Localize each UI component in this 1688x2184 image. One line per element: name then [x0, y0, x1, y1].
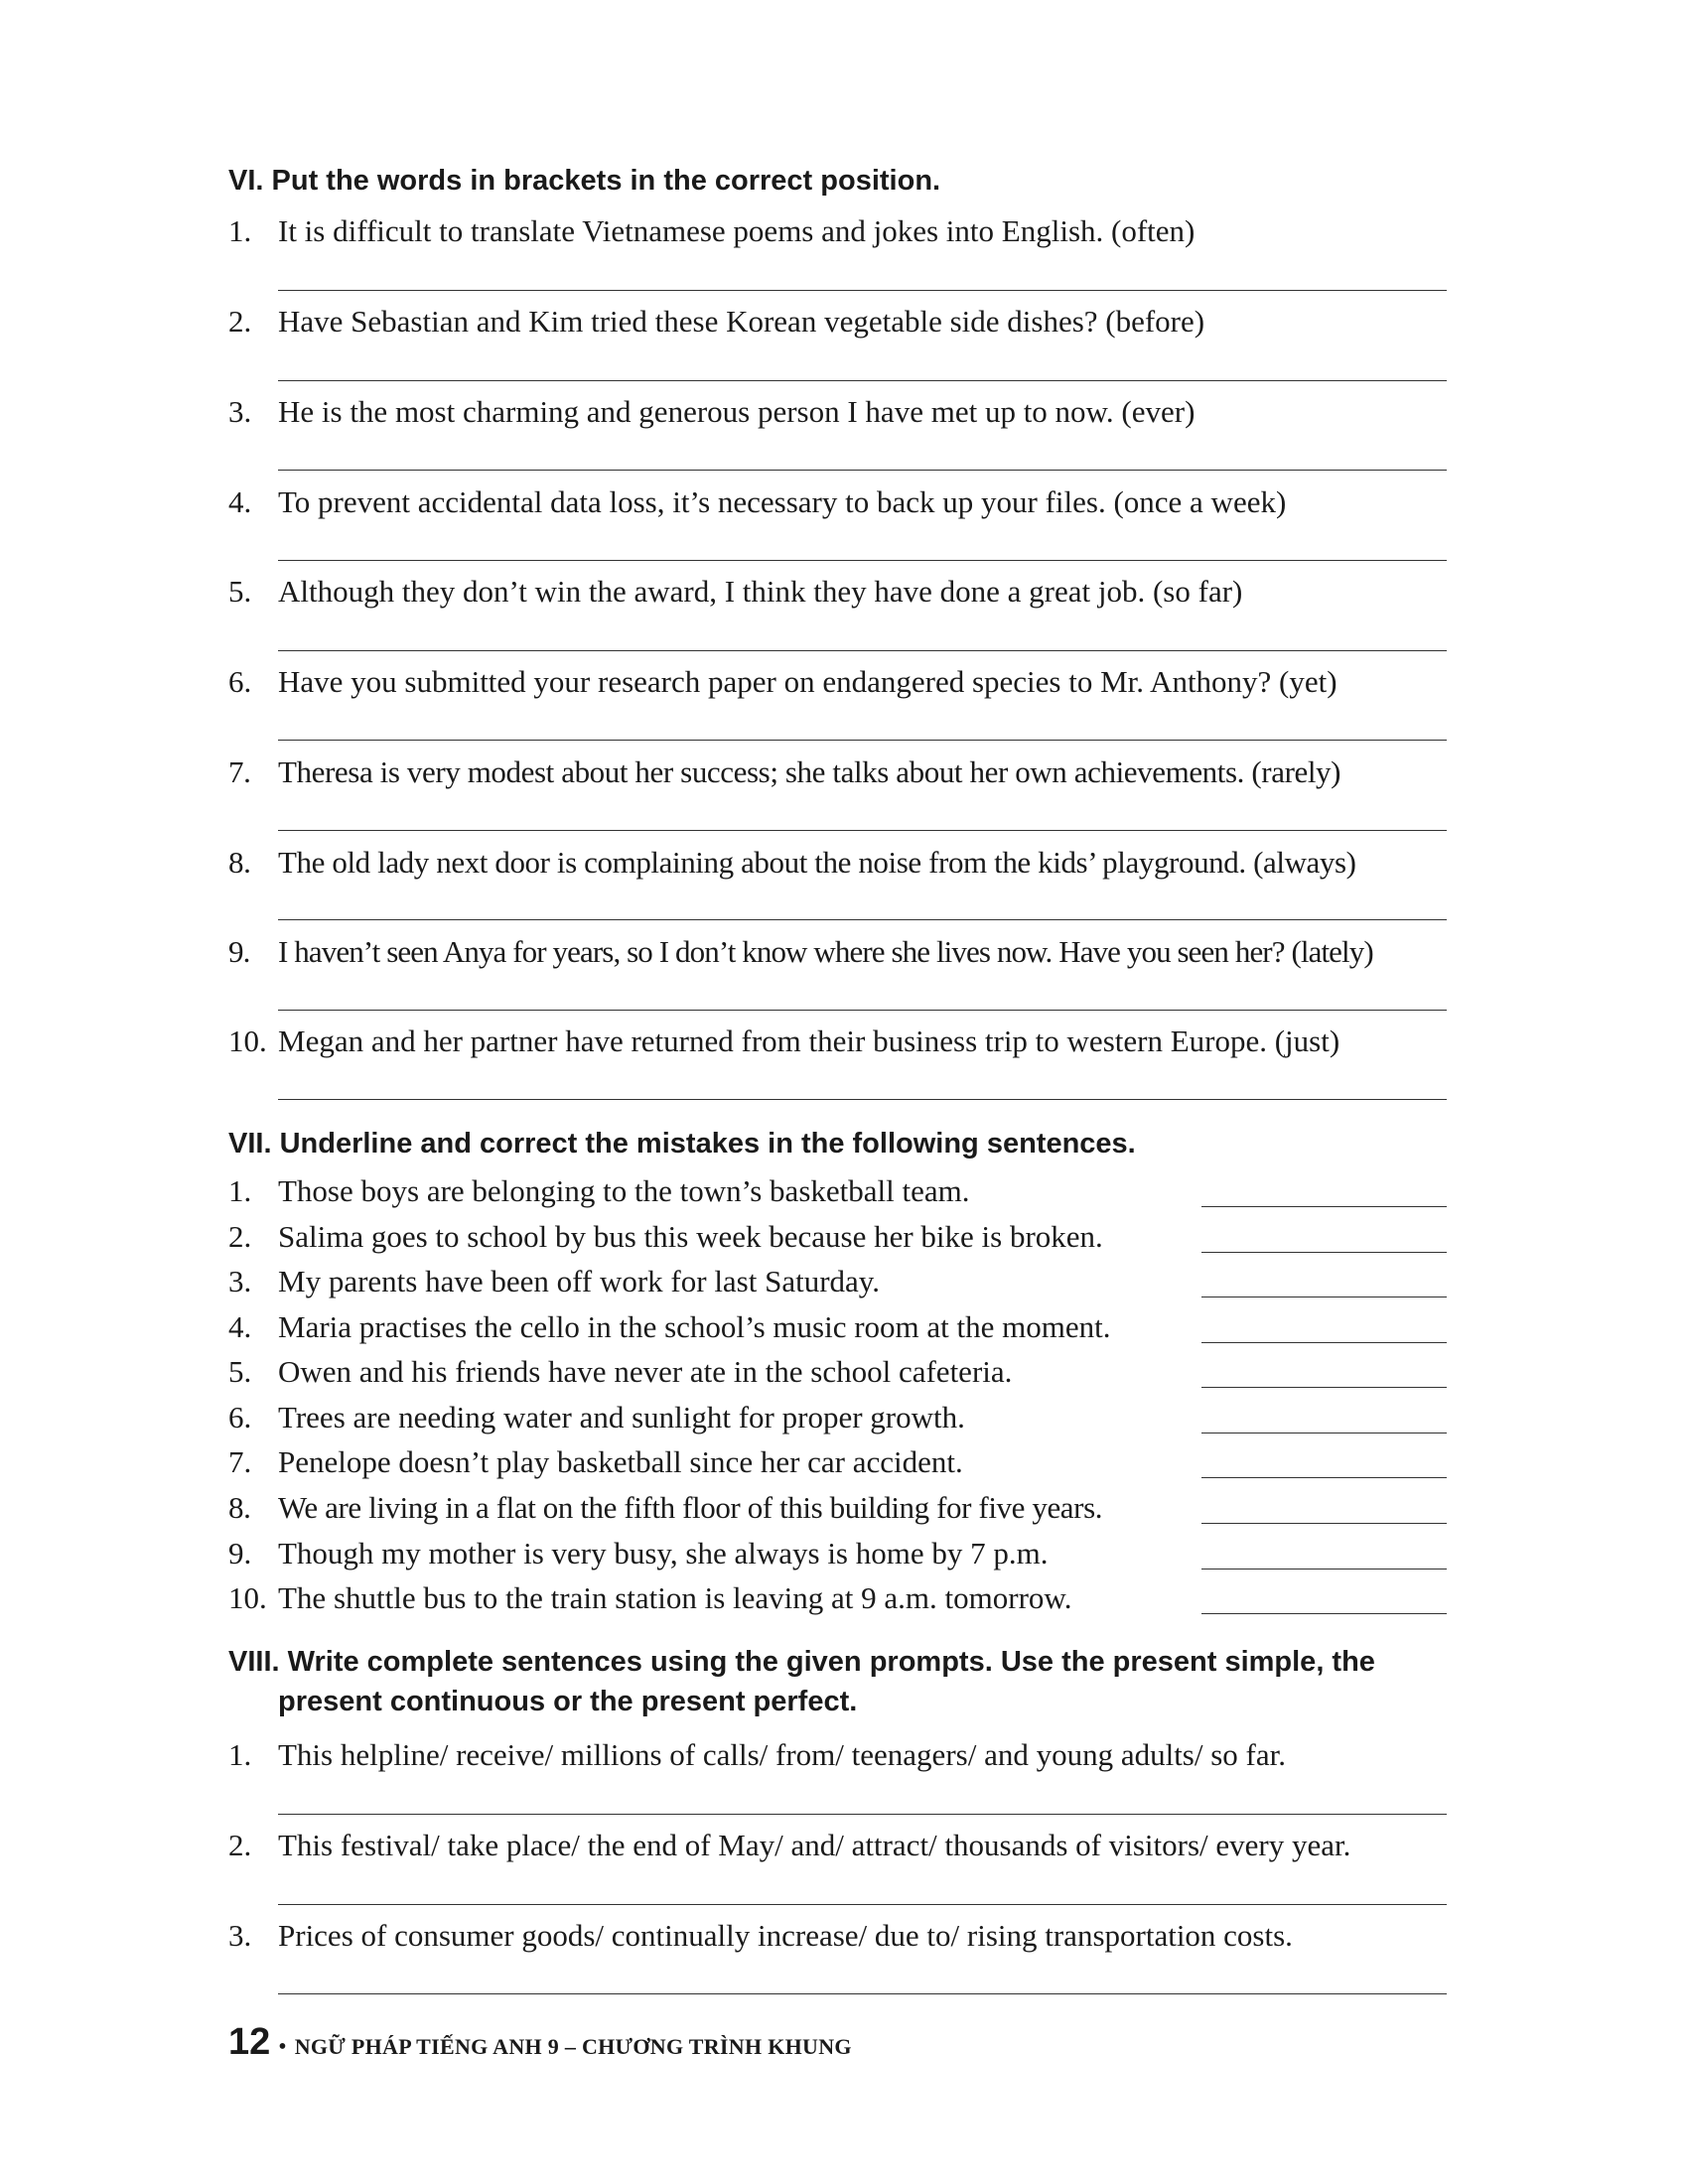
section-8-instruction-line-1: Write complete sentences using the given prompts. Use the present simple, the [287, 1646, 1375, 1678]
exercise-7-item-4 [228, 1307, 1450, 1347]
section-7-number: VII. [228, 1128, 272, 1160]
item-sentence: Megan and her partner have returned from their business trip to western Europe. (just) [278, 1024, 1340, 1058]
correction-blank[interactable] [1201, 1206, 1447, 1207]
item-sentence: Although they don’t win the award, I think they have done a great job. (so far) [278, 574, 1243, 609]
item-number: 4. [228, 484, 252, 519]
section-6-number: VI. [228, 165, 264, 197]
item-number: 1. [228, 1173, 252, 1208]
item-number: 9. [228, 934, 250, 969]
item-number: 3. [228, 1918, 252, 1953]
item-number: 8. [228, 1490, 251, 1525]
exercise-7-item-5 [228, 1352, 1450, 1392]
item-number: 2. [228, 1828, 252, 1862]
item-number: 6. [228, 1400, 252, 1434]
exercise-7-item-9 [228, 1534, 1450, 1573]
item-sentence: Though my mother is very busy, she always is home by 7 p.m. [278, 1536, 1049, 1570]
exercise-6-item-9 [228, 932, 1450, 972]
item-number: 9. [228, 1536, 252, 1570]
exercise-6-item-2 [228, 302, 1450, 341]
answer-line[interactable] [278, 290, 1447, 291]
section-8-number: VIII. [228, 1646, 280, 1678]
section-6-heading [228, 161, 940, 201]
item-sentence: This helpline/ receive/ millions of calls/ from/ teenagers/ and young adults/ so far. [278, 1737, 1286, 1772]
item-number: 1. [228, 213, 252, 248]
correction-blank[interactable] [1201, 1477, 1447, 1478]
bullet-separator: • [278, 2034, 287, 2060]
exercise-7-item-3 [228, 1262, 1450, 1301]
exercise-6-item-3 [228, 392, 1450, 432]
correction-blank[interactable] [1201, 1523, 1447, 1524]
exercise-6-item-6 [228, 662, 1450, 702]
section-8-instruction-line-2: present continuous or the present perfect. [278, 1686, 858, 1717]
correction-blank[interactable] [1201, 1387, 1447, 1388]
answer-line[interactable] [278, 830, 1447, 831]
exercise-7-item-7 [228, 1442, 1450, 1482]
correction-blank[interactable] [1201, 1342, 1447, 1343]
item-sentence: Maria practises the cello in the school’s music room at the moment. [278, 1309, 1111, 1344]
answer-line[interactable] [278, 650, 1447, 651]
correction-blank[interactable] [1201, 1252, 1447, 1253]
exercise-6-item-10 [228, 1022, 1450, 1061]
correction-blank[interactable] [1201, 1613, 1447, 1614]
item-sentence: The old lady next door is complaining about the noise from the kids’ playground. (always) [278, 845, 1356, 880]
answer-line[interactable] [278, 1099, 1447, 1100]
exercise-6-item-4 [228, 482, 1450, 522]
exercise-7-item-8 [228, 1488, 1450, 1528]
correction-blank[interactable] [1201, 1569, 1447, 1570]
item-number: 10. [228, 1580, 267, 1615]
item-number: 5. [228, 574, 252, 609]
item-sentence: Have Sebastian and Kim tried these Korean vegetable side dishes? (before) [278, 304, 1205, 339]
item-sentence: We are living in a flat on the fifth floor of this building for five years. [278, 1490, 1103, 1525]
page-footer [228, 2017, 852, 2067]
item-sentence: Penelope doesn’t play basketball since her car accident. [278, 1444, 963, 1479]
item-sentence: Those boys are belonging to the town’s basketball team. [278, 1173, 970, 1208]
exercise-7-item-1 [228, 1171, 1450, 1211]
exercise-6-item-5 [228, 572, 1450, 612]
item-sentence: Owen and his friends have never ate in the school cafeteria. [278, 1354, 1013, 1389]
exercise-6-item-1 [228, 211, 1450, 251]
answer-line[interactable] [278, 1904, 1447, 1905]
section-6-instruction: Put the words in brackets in the correct position. [271, 165, 941, 197]
item-sentence: I haven’t seen Anya for years, so I don’t know where she lives now. Have you seen her? (lately) [278, 934, 1373, 969]
exercise-8-item-2 [228, 1826, 1450, 1865]
section-8-heading [228, 1642, 1445, 1721]
item-sentence: Have you submitted your research paper on endangered species to Mr. Anthony? (yet) [278, 664, 1337, 699]
answer-line[interactable] [278, 740, 1447, 741]
item-sentence: Salima goes to school by bus this week because her bike is broken. [278, 1219, 1103, 1254]
exercise-7-item-10 [228, 1578, 1450, 1618]
item-sentence: The shuttle bus to the train station is leaving at 9 a.m. tomorrow. [278, 1580, 1072, 1615]
page-number: 12 [228, 2021, 271, 2063]
item-number: 1. [228, 1737, 252, 1772]
answer-line[interactable] [278, 1993, 1447, 1994]
item-sentence: My parents have been off work for last Saturday. [278, 1264, 881, 1298]
item-sentence: This festival/ take place/ the end of May/ and/ attract/ thousands of visitors/ every year. [278, 1828, 1351, 1862]
answer-line[interactable] [278, 1814, 1447, 1815]
item-number: 3. [228, 1264, 252, 1298]
answer-line[interactable] [278, 919, 1447, 920]
exercise-6-item-7 [228, 752, 1450, 792]
item-number: 7. [228, 1444, 252, 1479]
exercise-7-item-6 [228, 1398, 1450, 1437]
item-number: 10. [228, 1024, 267, 1058]
exercise-7-item-2 [228, 1217, 1450, 1257]
item-number: 2. [228, 304, 252, 339]
item-sentence: To prevent accidental data loss, it’s necessary to back up your files. (once a week) [278, 484, 1287, 519]
book-title: NGỮ PHÁP TIẾNG ANH 9 – CHƯƠNG TRÌNH KHUNG [294, 2034, 852, 2059]
item-number: 5. [228, 1354, 252, 1389]
item-sentence: Prices of consumer goods/ continually increase/ due to/ rising transportation costs. [278, 1918, 1293, 1953]
answer-line[interactable] [278, 560, 1447, 561]
item-number: 6. [228, 664, 252, 699]
answer-line[interactable] [278, 380, 1447, 381]
exercise-8-item-3 [228, 1916, 1450, 1956]
section-7-heading [228, 1124, 1136, 1163]
item-number: 2. [228, 1219, 252, 1254]
section-7-instruction: Underline and correct the mistakes in the following sentences. [279, 1128, 1136, 1160]
item-sentence: It is difficult to translate Vietnamese poems and jokes into English. (often) [278, 213, 1196, 248]
item-sentence: He is the most charming and generous person I have met up to now. (ever) [278, 394, 1196, 429]
item-sentence: Theresa is very modest about her success; she talks about her own achievements. (rarely) [278, 754, 1341, 789]
item-sentence: Trees are needing water and sunlight for proper growth. [278, 1400, 965, 1434]
answer-line[interactable] [278, 1010, 1447, 1011]
exercise-8-item-1 [228, 1735, 1450, 1775]
item-number: 7. [228, 754, 251, 789]
item-number: 8. [228, 845, 251, 880]
exercise-6-item-8 [228, 843, 1450, 883]
item-number: 3. [228, 394, 252, 429]
item-number: 4. [228, 1309, 252, 1344]
answer-line[interactable] [278, 470, 1447, 471]
